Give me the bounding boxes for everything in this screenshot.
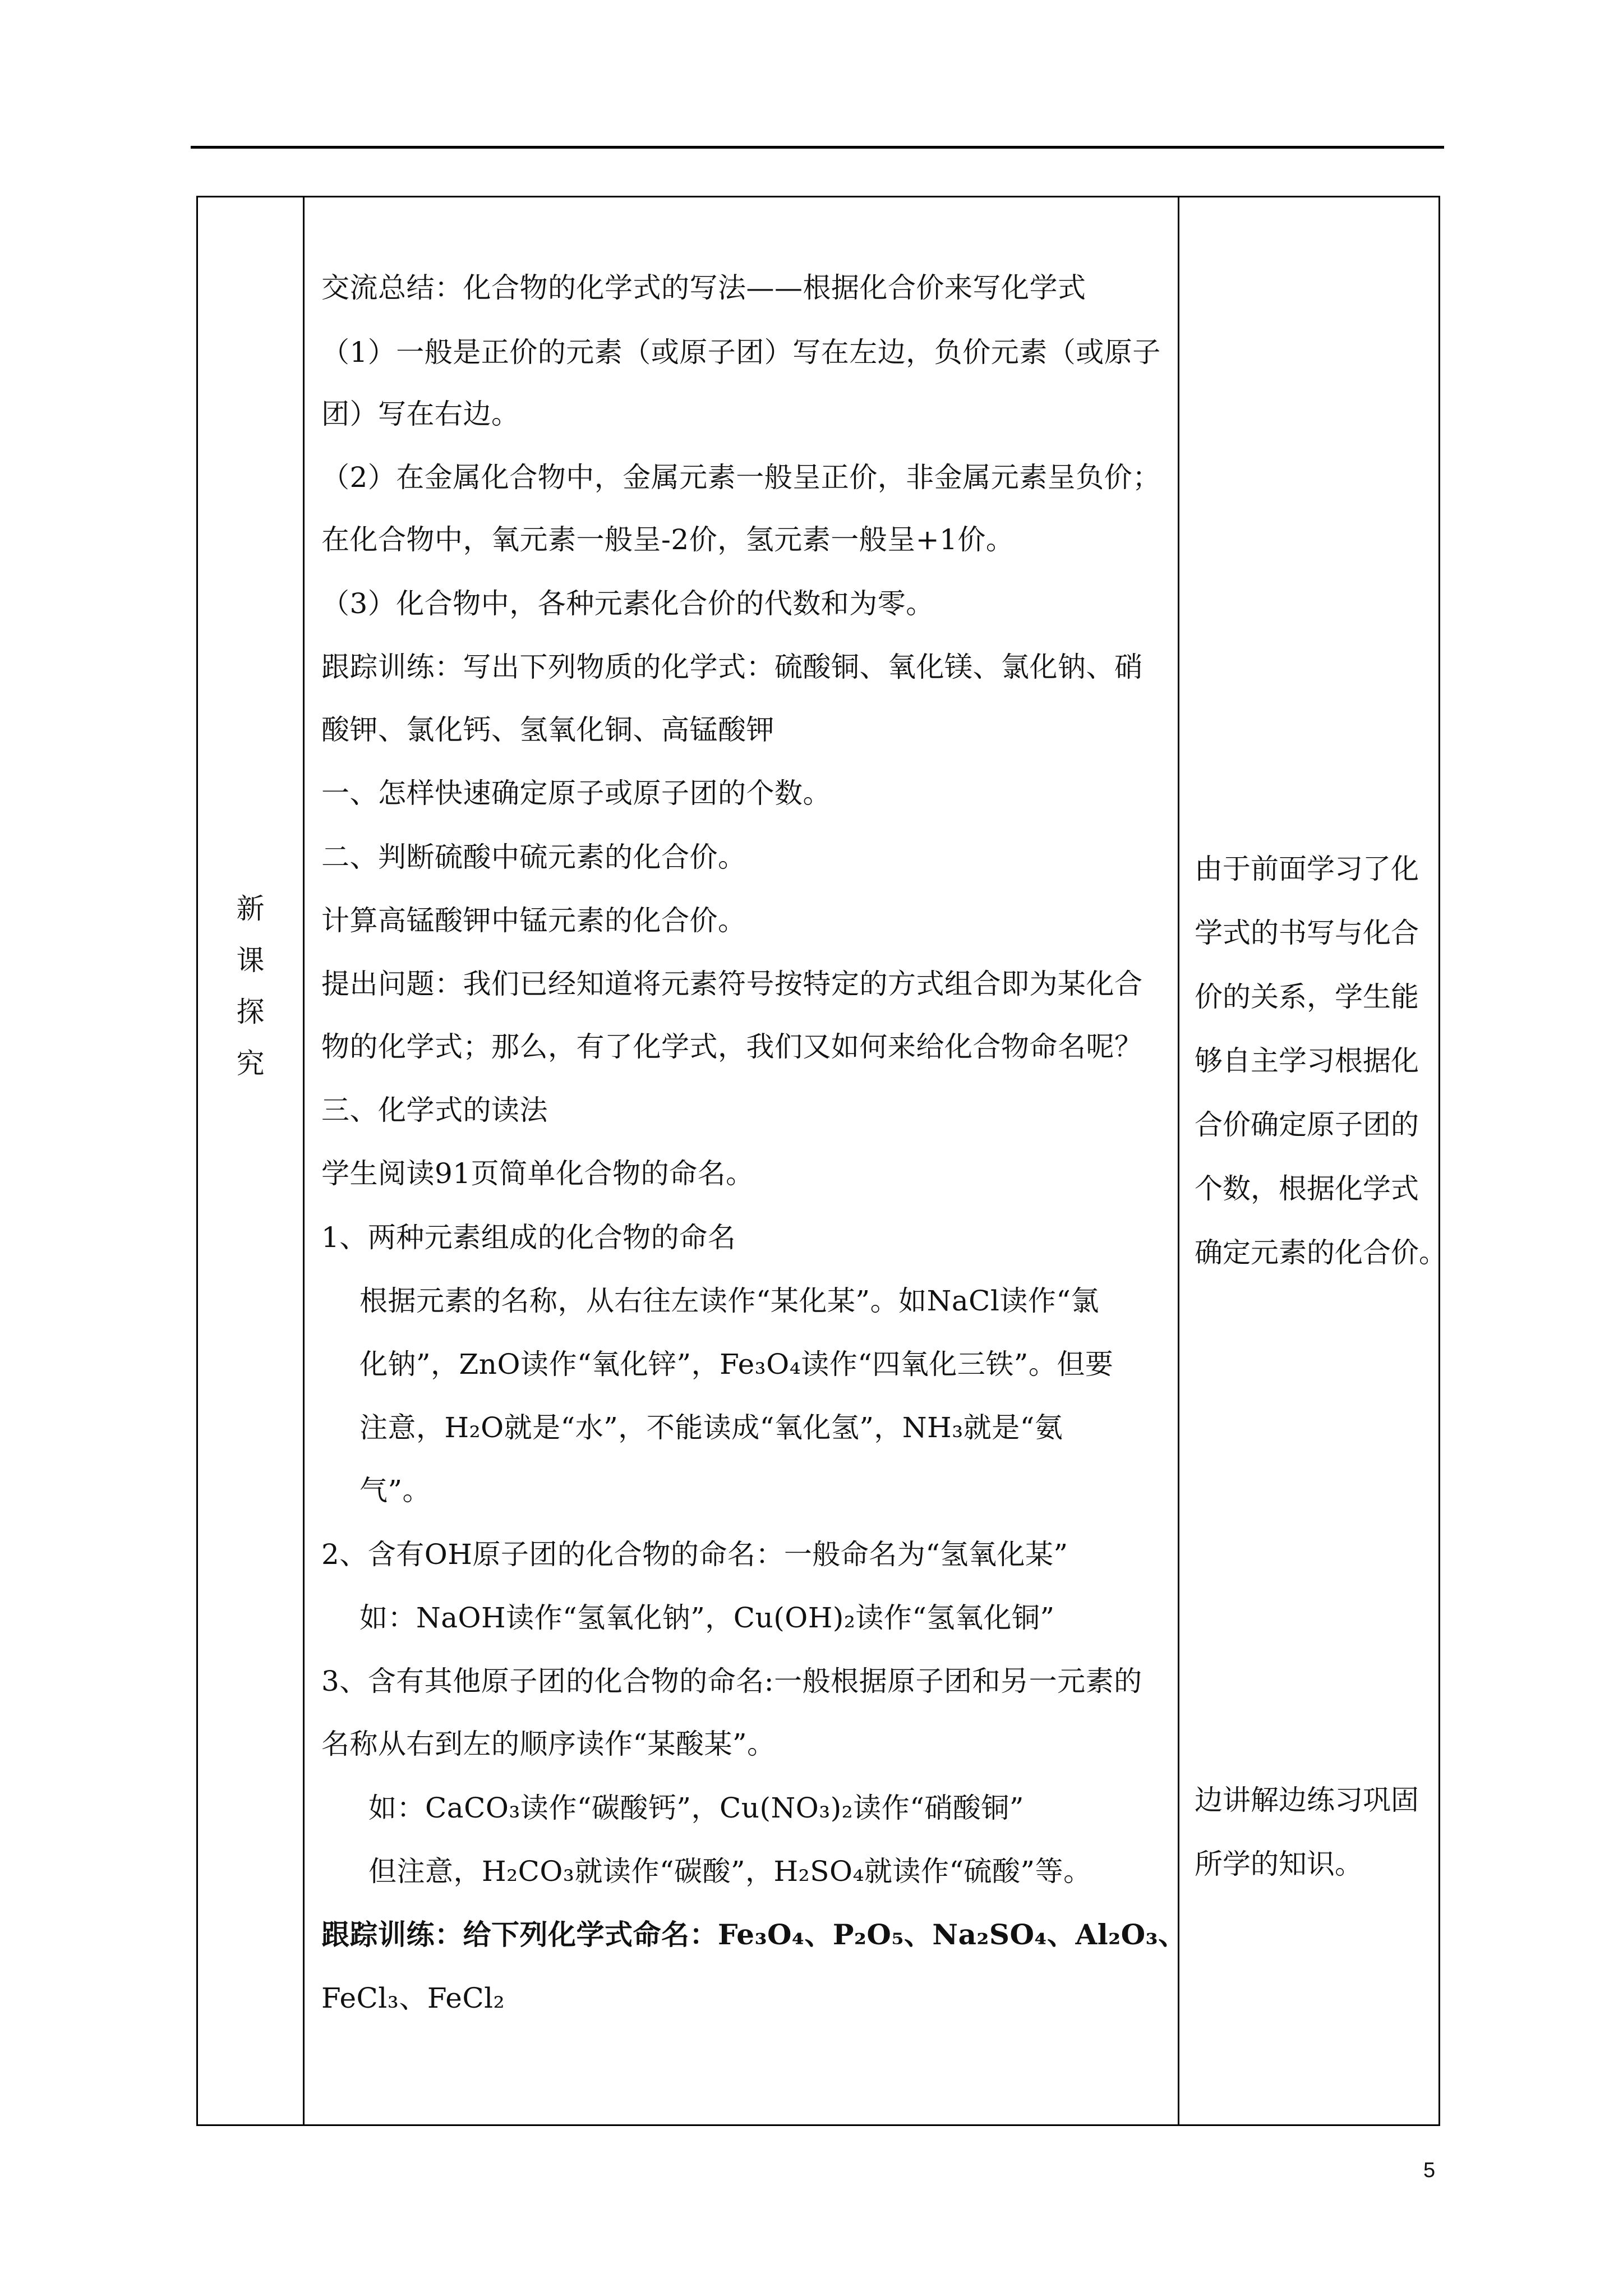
content-line: 提出问题：我们已经知道将元素符号按特定的方式组合即为某化合 — [321, 968, 1143, 1000]
content-line: 2、含有OH原子团的化合物的命名：一般命名为“氢氧化某” — [321, 1538, 1068, 1571]
content-line: 交流总结：化合物的化学式的写法——根据化合价来写化学式 — [321, 272, 1086, 304]
note-line: 价的关系，学生能 — [1195, 981, 1419, 1013]
content-line: 跟踪训练：写出下列物质的化学式：硫酸铜、氧化镁、氯化钠、硝 — [321, 651, 1143, 683]
content-line: 二、判断硫酸中硫元素的化合价。 — [321, 841, 746, 873]
content-line: 气”。 — [359, 1474, 431, 1507]
section-label-char: 探 — [236, 996, 265, 1028]
content-line: 注意，H₂O就是“水”，不能读成“氧化氢”，NH₃就是“氨 — [359, 1411, 1063, 1444]
header-rule — [191, 146, 1444, 149]
content-line: 但注意，H₂CO₃就读作“碳酸”，H₂SO₄就读作“硫酸”等。 — [368, 1855, 1092, 1888]
content-line: （2）在金属化合物中，金属元素一般呈正价，非金属元素呈负价； — [321, 461, 1161, 494]
section-label-char: 究 — [236, 1047, 265, 1080]
content-line: 跟踪训练：给下列化学式命名：Fe₃O₄、P₂O₅、Na₂SO₄、Al₂O₃、 — [321, 1918, 1187, 1951]
content-line: 如：CaCO₃读作“碳酸钙”，Cu(NO₃)₂读作“硝酸铜” — [368, 1792, 1024, 1824]
content-line: （3）化合物中，各种元素化合价的代数和为零。 — [321, 587, 934, 620]
note-line: 个数，根据化学式 — [1195, 1172, 1419, 1205]
page-number: 5 — [1423, 2159, 1436, 2182]
content-line: 1、两种元素组成的化合物的命名 — [321, 1221, 736, 1254]
content-line: 一、怎样快速确定原子或原子团的个数。 — [321, 777, 831, 809]
note-line: 所学的知识。 — [1195, 1848, 1363, 1880]
content-line: FeCl₃、FeCl₂ — [321, 1982, 505, 2014]
section-label-char: 课 — [236, 944, 265, 977]
lesson-table — [196, 196, 1447, 2126]
note-line: 边讲解边练习巩固 — [1195, 1784, 1419, 1816]
content-line: 化钠”，ZnO读作“氧化锌”，Fe₃O₄读作“四氧化三铁”。但要 — [359, 1348, 1114, 1381]
note-line: 确定元素的化合价。 — [1195, 1236, 1447, 1269]
note-line: 合价确定原子团的 — [1195, 1108, 1419, 1141]
content-line: 如：NaOH读作“氢氧化钠”，Cu(OH)₂读作“氢氧化铜” — [359, 1602, 1055, 1634]
content-line: 物的化学式；那么，有了化学式，我们又如何来给化合物命名呢？ — [321, 1030, 1143, 1063]
teaching-note — [1195, 1768, 1430, 1896]
note-line: 由于前面学习了化 — [1195, 853, 1419, 885]
content-line: 团）写在右边。 — [321, 398, 520, 430]
content-line: 学生阅读91页简单化合物的命名。 — [321, 1157, 754, 1190]
content-line: 三、化学式的读法 — [321, 1094, 548, 1126]
content-line: 在化合物中，氧元素一般呈-2价，氢元素一般呈+1价。 — [321, 523, 1015, 556]
content-line: （1）一般是正价的元素（或原子团）写在左边，负价元素（或原子 — [321, 336, 1161, 369]
note-line: 学式的书写与化合 — [1195, 917, 1419, 949]
content-line: 3、含有其他原子团的化合物的命名:一般根据原子团和另一元素的 — [321, 1665, 1142, 1697]
teaching-note — [1195, 837, 1447, 1285]
section-label-char: 新 — [236, 892, 265, 925]
content-line: 名称从右到左的顺序读作“某酸某”。 — [321, 1728, 776, 1760]
content-line: 计算高锰酸钾中锰元素的化合价。 — [321, 904, 746, 937]
section-label — [198, 883, 303, 1089]
column-divider-right — [1178, 197, 1179, 2124]
content-line: 根据元素的名称，从右往左读作“某化某”。如NaCl读作“氯 — [359, 1285, 1099, 1317]
content-line: 酸钾、氯化钙、氢氧化铜、高锰酸钾 — [321, 714, 774, 746]
column-divider-left — [303, 197, 305, 2124]
note-line: 够自主学习根据化 — [1195, 1045, 1419, 1077]
